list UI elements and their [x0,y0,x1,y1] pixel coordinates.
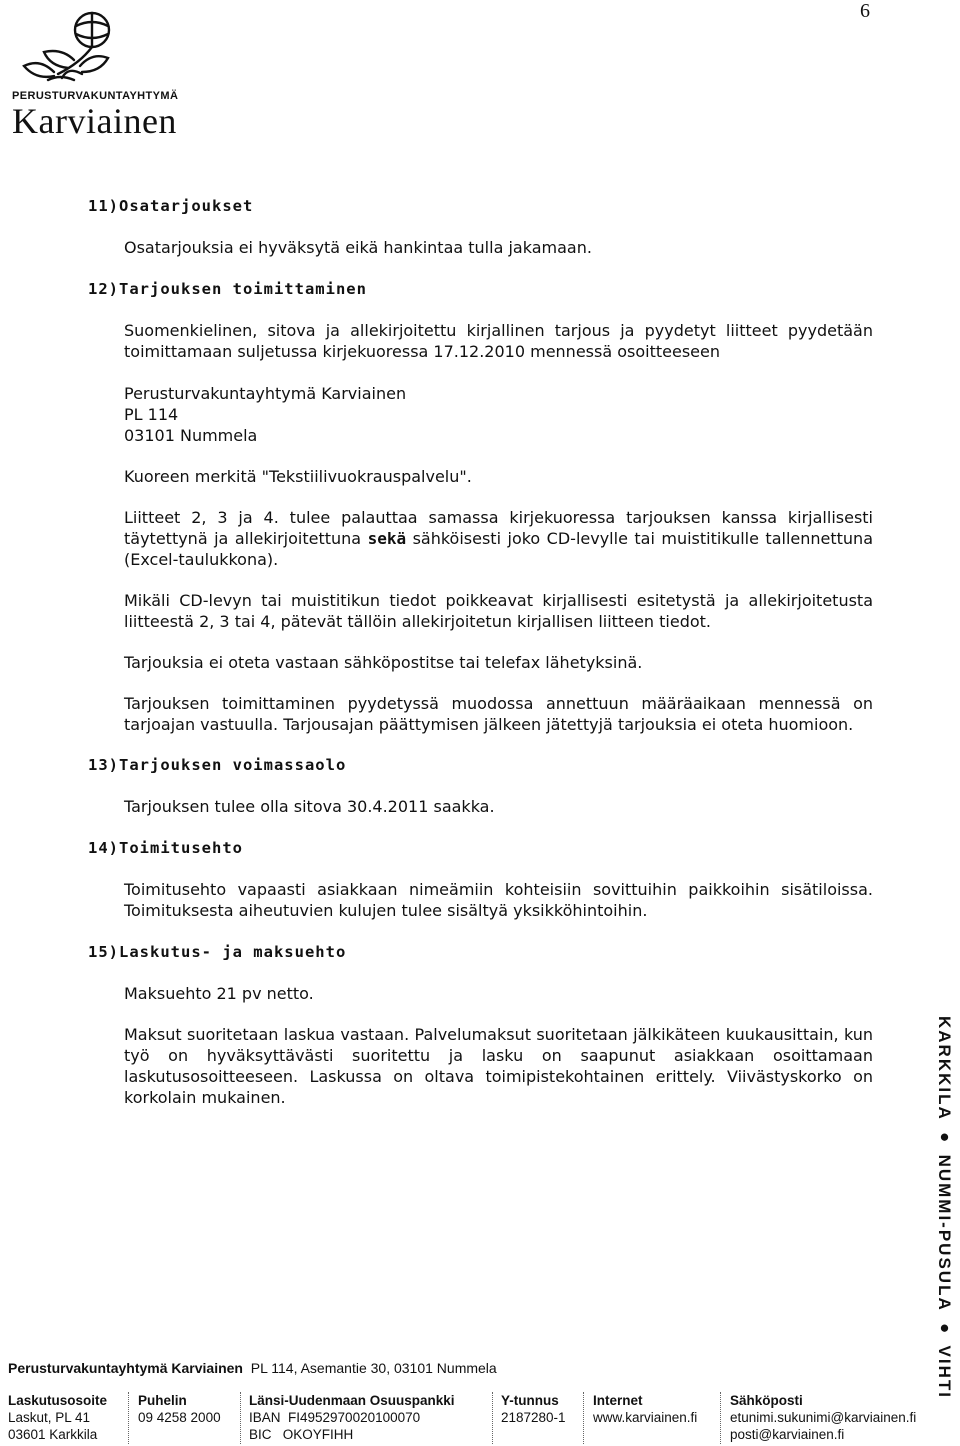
section-paragraph: Kuoreen merkitä "Tekstiilivuokrauspalvelu". [124,467,472,486]
footer-org-address: PL 114, Asemantie 30, 03101 Nummela [250,1360,497,1376]
footer-divider [128,1392,129,1444]
logo-name: Karviainen [12,101,177,141]
section-heading-15: 15)Laskutus- ja maksuehto [88,943,347,961]
footer-email [730,1392,916,1443]
section-paragraph: Toimitusehto vapaasti asiakkaan nimeämiin kohteisiin sovittuihin paikkoihin sisätiloissa. Toimituksesta aiheutuvien kulujen tulee sisältyä yksikköhintoihin. [124,880,873,920]
document-body [88,196,873,1108]
footer-business-id [501,1392,566,1426]
footer-column-title: Laskutusosoite [8,1393,108,1408]
section-heading-12: 12)Tarjouksen toimittaminen [88,280,367,298]
section-paragraph: Maksut suoritetaan laskua vastaan. Palvelumaksut suoritetaan jälkikäteen kuukausittain, kun työ on hyväksyttävästi suoritettu ja lasku on saapunut asiakkaan osoittamaan laskutusosoitteeseen. Laskussa on oltava toimipistekohtainen erittely. Viivästyskorko on korkolain mukainen. [124,1025,873,1107]
footer-column-line: 03601 Karkkila [8,1427,98,1442]
address-line: Perusturvakuntayhtymä Karviainen [124,384,407,403]
footer-email-link[interactable]: etunimi.sukunimi@karviainen.fi [730,1410,917,1425]
footer-email-link[interactable]: posti@karviainen.fi [730,1427,845,1442]
footer-org-name: Perusturvakuntayhtymä Karviainen [8,1360,243,1376]
section-paragraph: Tarjouksia ei oteta vastaan sähköpostitse tai telefax lähetyksinä. [124,653,643,672]
footer-column-line: IBAN FI4952970020100070 [249,1410,421,1425]
municipalities-sidebar [930,1016,960,1399]
footer-column-line: 2187280-1 [501,1410,566,1425]
footer-divider [583,1392,584,1444]
address-line: PL 114 [124,405,179,424]
logo-small-text: PERUSTURVAKUNTAYHTYMÄ [12,90,179,102]
footer-column-title: Y-tunnus [501,1393,559,1408]
section-paragraph: Tarjouksen tulee olla sitova 30.4.2011 saakka. [124,797,495,816]
footer-divider [240,1392,241,1444]
footer-website-link[interactable]: www.karviainen.fi [593,1410,698,1425]
page-number: 6 [860,0,870,22]
footer-column-line: Laskut, PL 41 [8,1410,91,1425]
footer-column-title: Internet [593,1393,643,1408]
footer-contacts [0,1392,960,1446]
section-heading-14: 14)Toimitusehto [88,839,243,857]
emphasis-text: sekä [367,529,407,548]
footer-phone [138,1392,221,1426]
section-paragraph: Suomenkielinen, sitova ja allekirjoitettu kirjallinen tarjous ja pyydetyt liitteet pyydetään toimittamaan suljetussa kirjekuoressa 17.12.2010 mennessä osoitteeseen [124,321,873,361]
section-heading-11: 11)Osatarjoukset [88,197,254,215]
footer-organization [8,1360,497,1376]
gooseberry-logo-icon [10,8,175,90]
section-paragraph: Mikäli CD-levyn tai muistitikun tiedot poikkeavat kirjallisesti esitetystä ja allekirjoitetusta liitteestä 2, 3 tai 4, pätevät tällöin allekirjoitetun kirjallisen liitteen tiedot. [124,591,873,631]
footer-internet [593,1392,697,1426]
footer-bank [249,1392,455,1443]
footer-column-title: Sähköposti [730,1393,803,1408]
section-paragraph [124,507,873,570]
footer-column-title: Puhelin [138,1393,187,1408]
section-paragraph: Maksuehto 21 pv netto. [124,984,314,1003]
footer-divider [720,1392,721,1444]
section-paragraph: Tarjouksen toimittaminen pyydetyssä muodossa annettuun määräaikaan mennessä on tarjoajan vastuulla. Tarjousajan päättymisen jälkeen jätettyjä tarjouksia ei oteta huomioon. [124,694,873,734]
footer-column-title: Länsi-Uudenmaan Osuuspankki [249,1393,455,1408]
footer-column-line: BIC OKOYFIHH [249,1427,354,1442]
organization-logo [10,8,179,141]
footer-column-line: 09 4258 2000 [138,1410,221,1425]
section-paragraph: Osatarjouksia ei hyväksytä eikä hankintaa tulla jakamaan. [124,238,592,257]
section-heading-13: 13)Tarjouksen voimassaolo [88,756,347,774]
footer-billing [8,1392,107,1443]
footer-divider [492,1392,493,1444]
municipalities-text: KARKKILA ● NUMMI-PUSULA ● VIHTI [935,1016,954,1399]
text-run: Liitteet 2, 3 ja 4. tulee palauttaa samassa kirjekuoressa tarjouksen kanssa kirjallisesti täytettynä ja allekirjoitettuna [124,508,873,548]
text-run: sähköisesti joko CD-levylle tai muistitikulle tallennettuna (Excel-taulukkona). [124,529,874,569]
address-line: 03101 Nummela [124,426,258,445]
